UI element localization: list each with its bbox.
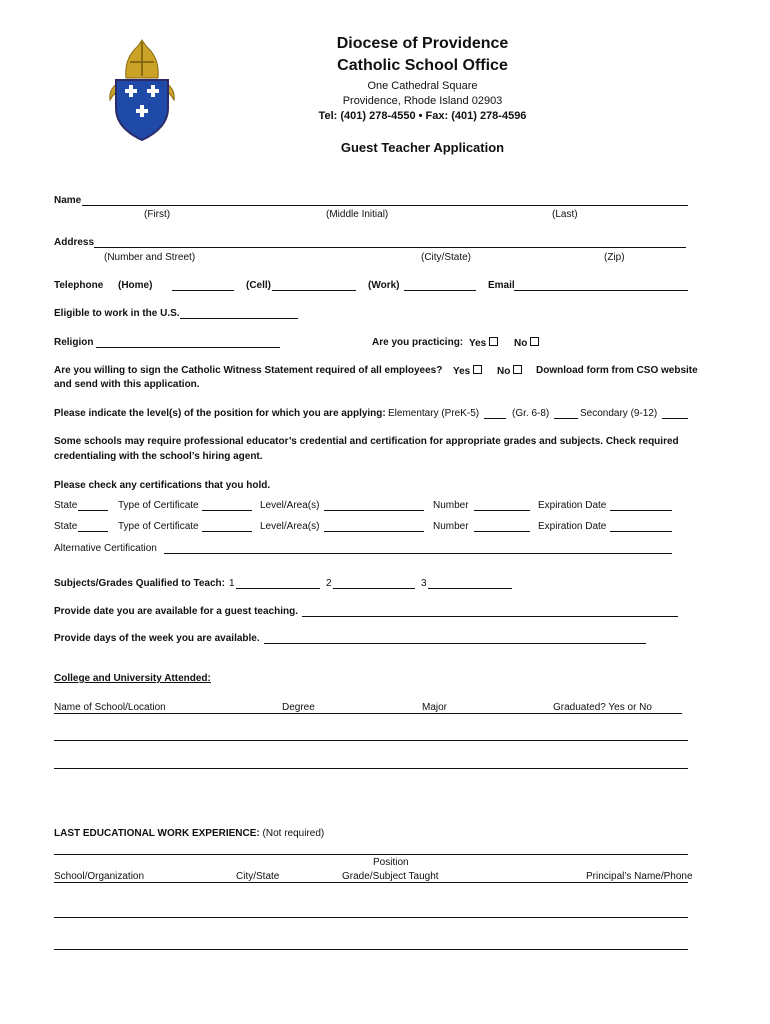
name-field[interactable] — [82, 205, 688, 206]
college-heading: College and University Attended: — [54, 673, 211, 684]
practicing-yes-label: Yes — [469, 338, 487, 349]
practicing-label: Are you practicing: — [372, 337, 464, 348]
cert2-expiration-field[interactable] — [610, 531, 672, 532]
work-heading — [54, 828, 324, 840]
work-row-1[interactable] — [54, 917, 688, 918]
practicing-yes-option[interactable] — [469, 337, 498, 350]
cert2-level-label: Level/Area(s) — [260, 521, 320, 532]
subject3-number: 3 — [421, 578, 427, 589]
name-label: Name — [54, 195, 82, 206]
cert2-state-label: State — [54, 521, 78, 532]
subject2-field[interactable] — [333, 588, 415, 589]
cert1-type-label: Type of Certificate — [118, 500, 199, 511]
cert1-level-label: Level/Area(s) — [260, 500, 320, 511]
contact-info: Tel: (401) 278-4550 • Fax: (401) 278-4596 — [318, 110, 527, 122]
cert1-state-label: State — [54, 500, 78, 511]
work-col-school: School/Organization — [54, 871, 145, 882]
subject1-field[interactable] — [236, 588, 320, 589]
witness-yes-checkbox[interactable] — [473, 365, 482, 374]
address-field[interactable] — [94, 247, 686, 248]
address-label: Address — [54, 237, 95, 248]
practicing-no-checkbox[interactable] — [530, 337, 539, 346]
credential-note-line1: Some schools may require professional educator’s credential and certification for appropriate grades and subjects. Check required — [54, 436, 679, 447]
subject1-number: 1 — [229, 578, 235, 589]
religion-field[interactable] — [96, 347, 280, 348]
cert2-number-label: Number — [433, 521, 469, 532]
phone-work-label: (Work) — [368, 280, 400, 291]
certifications-heading: Please check any certifications that you hold. — [54, 480, 271, 491]
alternative-cert-label: Alternative Certification — [54, 543, 157, 554]
religion-label: Religion — [54, 337, 94, 348]
cert2-level-field[interactable] — [324, 531, 424, 532]
witness-continuation: and send with this application. — [54, 379, 200, 390]
position-middle-field[interactable] — [554, 418, 578, 419]
available-dates-label: Provide date you are available for a guest teaching. — [54, 606, 298, 617]
cert1-state-field[interactable] — [78, 510, 108, 511]
witness-yes-option[interactable] — [453, 365, 482, 378]
witness-no-option[interactable] — [497, 365, 522, 378]
telephone-label: Telephone — [54, 280, 104, 291]
phone-work-field[interactable] — [404, 290, 476, 291]
cert1-number-field[interactable] — [474, 510, 530, 511]
witness-yes-label: Yes — [453, 366, 471, 377]
city-address: Providence, Rhode Island 02903 — [342, 95, 503, 107]
cert2-type-label: Type of Certificate — [118, 521, 199, 532]
work-col-position: Grade/Subject Taught — [342, 871, 439, 882]
address-zip-caption: (Zip) — [604, 252, 625, 263]
position-middle-label: (Gr. 6-8) — [512, 408, 550, 419]
college-row-2[interactable] — [54, 768, 688, 769]
diocese-crest-logo — [104, 36, 184, 144]
cert2-number-field[interactable] — [474, 531, 530, 532]
practicing-no-option[interactable] — [514, 337, 539, 350]
subject3-field[interactable] — [428, 588, 512, 589]
eligible-field[interactable] — [180, 318, 298, 319]
position-elementary-label: Elementary (PreK-5) — [388, 408, 480, 419]
cert2-type-field[interactable] — [202, 531, 252, 532]
witness-no-checkbox[interactable] — [513, 365, 522, 374]
office-name: Catholic School Office — [337, 57, 508, 74]
work-row-2[interactable] — [54, 949, 688, 950]
subjects-label: Subjects/Grades Qualified to Teach: — [54, 578, 225, 589]
phone-home-label: (Home) — [118, 280, 153, 291]
subject2-number: 2 — [326, 578, 332, 589]
college-col-major: Major — [422, 702, 448, 713]
phone-cell-field[interactable] — [272, 290, 356, 291]
street-address: One Cathedral Square — [367, 80, 478, 92]
cert2-state-field[interactable] — [78, 531, 108, 532]
alternative-cert-field[interactable] — [164, 553, 672, 554]
work-header-underline — [54, 882, 688, 883]
phone-home-field[interactable] — [172, 290, 234, 291]
college-header-underline — [54, 713, 682, 714]
position-secondary-field[interactable] — [662, 418, 688, 419]
work-col-position-top: Position — [373, 857, 409, 868]
name-middle-caption: (Middle Initial) — [326, 209, 389, 220]
practicing-no-label: No — [514, 338, 528, 349]
cert1-expiration-label: Expiration Date — [538, 500, 607, 511]
witness-question: Are you willing to sign the Catholic Witness Statement required of all employees? — [54, 365, 443, 376]
available-days-field[interactable] — [264, 643, 646, 644]
work-col-city: City/State — [236, 871, 280, 882]
org-name: Diocese of Providence — [336, 35, 509, 52]
position-secondary-label: Secondary (9-12) — [580, 408, 658, 419]
available-dates-field[interactable] — [302, 616, 678, 617]
position-elementary-field[interactable] — [484, 418, 506, 419]
college-col-degree: Degree — [282, 702, 315, 713]
credential-note-line2: credentialing with the school’s hiring agent. — [54, 451, 263, 462]
cert1-expiration-field[interactable] — [610, 510, 672, 511]
work-col-principal: Principal’s Name/Phone — [586, 871, 693, 882]
college-row-1[interactable] — [54, 740, 688, 741]
practicing-yes-checkbox[interactable] — [489, 337, 498, 346]
email-field[interactable] — [514, 290, 688, 291]
cert1-type-field[interactable] — [202, 510, 252, 511]
email-label: Email — [488, 280, 515, 291]
witness-no-label: No — [497, 366, 511, 377]
position-question: Please indicate the level(s) of the position for which you are applying: — [54, 408, 386, 419]
work-heading-note: (Not required) — [262, 828, 325, 839]
available-days-label: Provide days of the week you are available. — [54, 633, 260, 644]
work-top-line — [54, 854, 688, 855]
cert1-number-label: Number — [433, 500, 469, 511]
cert1-level-field[interactable] — [324, 510, 424, 511]
cert2-expiration-label: Expiration Date — [538, 521, 607, 532]
eligible-label: Eligible to work in the U.S. — [54, 308, 180, 319]
address-city-caption: (City/State) — [421, 252, 472, 263]
college-col-school: Name of School/Location — [54, 702, 166, 713]
name-first-caption: (First) — [144, 209, 171, 220]
college-col-graduated: Graduated? Yes or No — [553, 702, 652, 713]
phone-cell-label: (Cell) — [246, 280, 271, 291]
address-street-caption: (Number and Street) — [104, 252, 196, 263]
witness-download-note: Download form from CSO website — [536, 365, 698, 376]
work-heading-title: LAST EDUCATIONAL WORK EXPERIENCE: — [54, 828, 260, 839]
name-last-caption: (Last) — [552, 209, 578, 220]
form-title: Guest Teacher Application — [340, 140, 505, 155]
